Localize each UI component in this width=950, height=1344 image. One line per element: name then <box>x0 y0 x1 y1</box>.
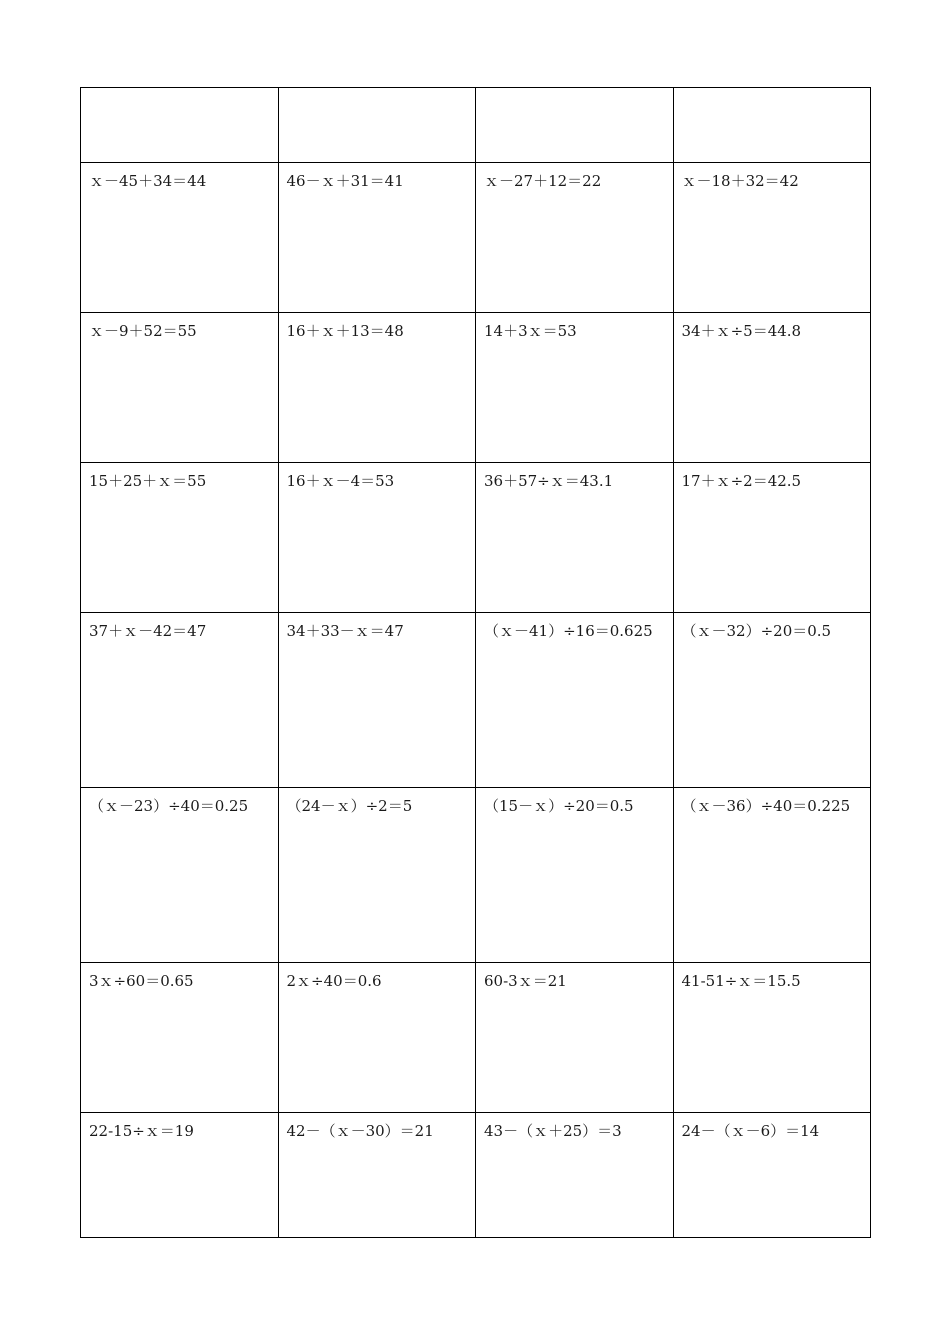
equation-cell: 34＋33－ｘ＝47 <box>278 613 476 788</box>
equation-cell: ｘ－9＋52＝55 <box>81 313 279 463</box>
equation-cell: 16＋ｘ＋13＝48 <box>278 313 476 463</box>
equation-cell: 36＋57÷ｘ＝43.1 <box>476 463 674 613</box>
equation-cell: （ｘ－32）÷20＝0.5 <box>673 613 871 788</box>
equation-cell: ｘ－27＋12＝22 <box>476 163 674 313</box>
table-row <box>81 613 871 788</box>
equation-table <box>80 87 871 1238</box>
equation-cell: 42－（ｘ－30）＝21 <box>278 1113 476 1238</box>
equation-cell: （15－ｘ）÷20＝0.5 <box>476 788 674 963</box>
table-row <box>81 963 871 1113</box>
equation-cell: （ｘ－36）÷40＝0.225 <box>673 788 871 963</box>
table-cell <box>476 88 674 163</box>
table-cell <box>278 88 476 163</box>
table-row <box>81 788 871 963</box>
table-cell <box>81 88 279 163</box>
equation-cell: （24－ｘ）÷2＝5 <box>278 788 476 963</box>
table-row <box>81 163 871 313</box>
equation-cell: 15＋25＋ｘ＝55 <box>81 463 279 613</box>
equation-cell: 41-51÷ｘ＝15.5 <box>673 963 871 1113</box>
equation-cell: 43－（ｘ＋25）＝3 <box>476 1113 674 1238</box>
table-row <box>81 313 871 463</box>
equation-cell: 60-3ｘ＝21 <box>476 963 674 1113</box>
table-row <box>81 1113 871 1238</box>
equation-cell: 3ｘ÷60＝0.65 <box>81 963 279 1113</box>
table-row <box>81 463 871 613</box>
equation-cell: 16＋ｘ－4＝53 <box>278 463 476 613</box>
equation-cell: 34＋ｘ÷5＝44.8 <box>673 313 871 463</box>
equation-cell: 37＋ｘ－42＝47 <box>81 613 279 788</box>
equation-cell: 22-15÷ｘ＝19 <box>81 1113 279 1238</box>
equation-cell: （ｘ－23）÷40＝0.25 <box>81 788 279 963</box>
equation-cell: 24－（ｘ－6）＝14 <box>673 1113 871 1238</box>
equation-cell: 14＋3ｘ＝53 <box>476 313 674 463</box>
equation-cell: 17＋ｘ÷2＝42.5 <box>673 463 871 613</box>
equation-cell: 46－ｘ＋31＝41 <box>278 163 476 313</box>
table-cell <box>673 88 871 163</box>
equation-cell: ｘ－18＋32＝42 <box>673 163 871 313</box>
equation-cell: （ｘ－41）÷16＝0.625 <box>476 613 674 788</box>
table-row <box>81 88 871 163</box>
equation-cell: ｘ－45＋34＝44 <box>81 163 279 313</box>
equation-cell: 2ｘ÷40＝0.6 <box>278 963 476 1113</box>
